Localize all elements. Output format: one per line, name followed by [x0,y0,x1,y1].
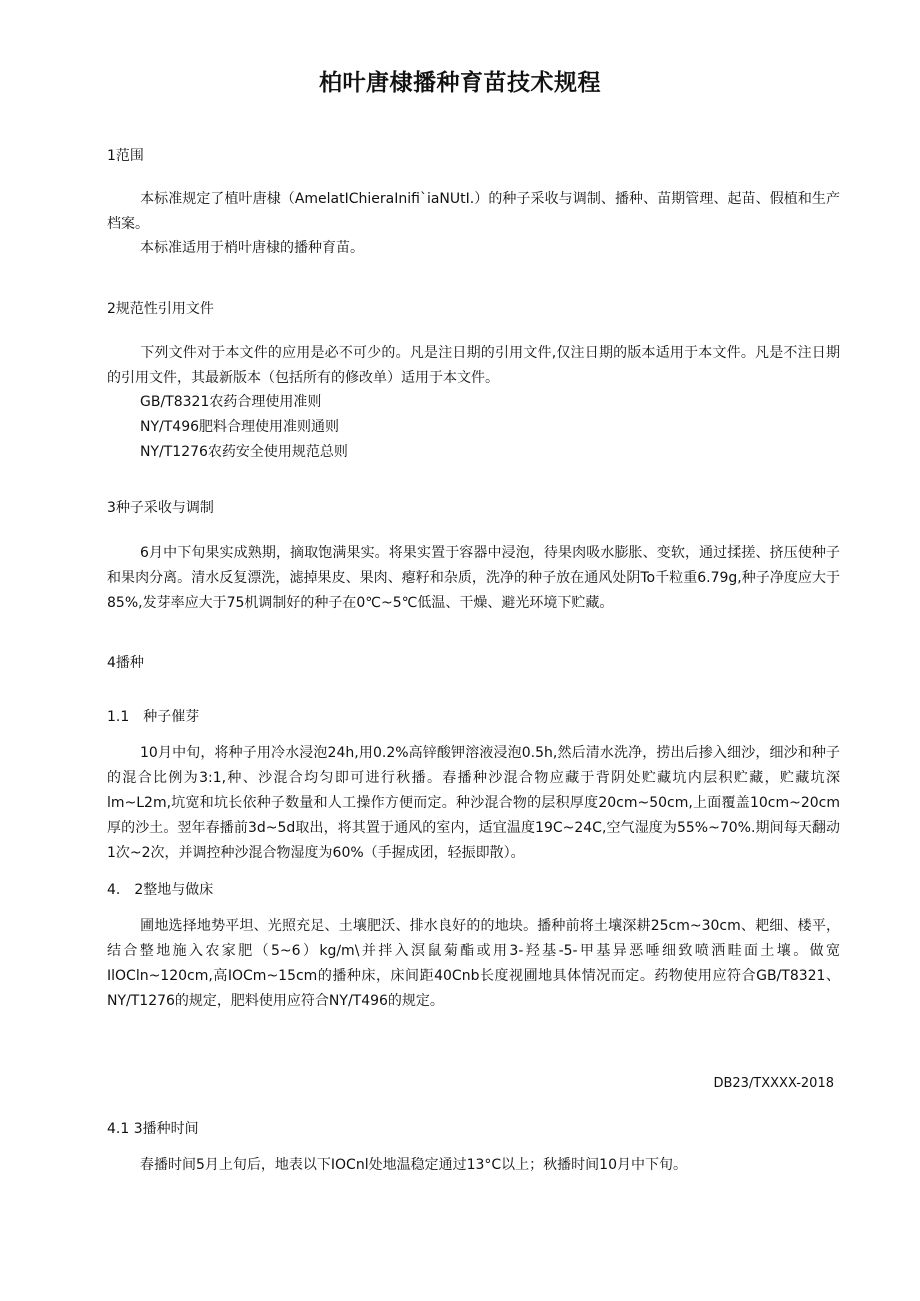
section-3-heading: 3种子采收与调制 [107,500,214,516]
section-1-paragraph-1-text: 本标准规定了植叶唐棣（AmelatIChieraInifi`iaNUtI.）的种子采收与调制、播种、苗期管理、起苗、假植和生产档案。 [107,191,840,232]
section-1-paragraph-2-text: 本标准适用于梢叶唐棣的播种育苗。 [140,240,364,256]
section-4-1-paragraph-text: 10月中旬，将种子用冷水浸泡24h,用0.2%高锌酸钾溶液浸泡0.5h,然后清水洗净，捞出后掺入细沙，细沙和种子的混合比例为3:1,种、沙混合均匀即可进行秋播。春播种沙混合物应藏于背阴处贮藏坑内层积贮藏，贮藏坑深lm~L2m,坑宽和坑长依种子数量和人工操作方便而定。种沙混合物的层积厚度20cm~50cm,上面覆盖10cm~20cm厚的沙土。翌年春播前3d~5d取出，将其置于通风的室内，适宜温度19C~24C,空气湿度为55%~70%.期间每天翻动1次~2次，并调控种沙混合物湿度为60%（手握成团，轻振即散）。 [107,745,840,861]
section-4-3-heading: 4.1 3播种时间 [107,1121,199,1137]
reference-item: NY/T496肥料合理使用准则通则 [140,419,340,435]
section-4-3-paragraph-text: 春播时间5月上旬后，地表以下IOCnl处地温稳定通过13°C以上；秋播时间10月中下旬。 [140,1157,687,1173]
section-3-paragraph-1-text: 6月中下旬果实成熟期，摘取饱满果实。将果实置于容器中浸泡，待果肉吸水膨胀、变软，通过揉搓、挤压使种子和果肉分离。清水反复漂洗，滤掉果皮、果肉、瘪籽和杂质，洗净的种子放在通风处阴To千粒重6.79g,种子净度应大于85%,发芽率应大于75机调制好的种子在0℃~5℃低温、干燥、避光环境下贮藏。 [107,545,840,611]
section-2-paragraph-1 [107,341,840,391]
section-1-heading: 1范围 [107,148,144,164]
section-4-2-heading: 4. 2整地与做床 [107,882,214,898]
section-1-paragraph-2 [107,236,840,261]
section-3-paragraph-1 [107,541,840,616]
section-4-3-paragraph [107,1153,840,1178]
section-4-2-paragraph-text: 圃地选择地势平坦、光照充足、土壤肥沃、排水良好的的地块。播种前将土壤深耕25cm~30cm、耙细、楼平，结合整地施入农家肥（5~6）kg∕m\并拌入溟鼠菊酯或用3-羟基-5-甲基异恶唾细致喷洒畦面土壤。做宽IlOCln~120cm,高IOCm~15cm的播种床，床间距40Cnb长度视圃地具体情况而定。药物使用应符合GB/T8321、NY/T1276的规定，肥料使用应符合NY/T496的规定。 [107,918,840,1009]
reference-item: NY/T1276农药安全使用规范总则 [140,444,348,460]
reference-item: GB/T8321农药合理使用准则 [140,394,322,410]
section-2-paragraph-1-text: 下列文件对于本文件的应用是必不可少的。凡是注日期的引用文件,仅注日期的版本适用于本文件。凡是不注日期的引用文件，其最新版本（包括所有的修改单）适用于本文件。 [107,345,840,386]
section-4-heading: 4播种 [107,655,144,671]
section-4-1-paragraph [107,741,840,866]
section-1-paragraph-1 [107,187,840,237]
document-title: 柏叶唐棣播种育苗技术规程 [319,70,601,96]
reference-list [140,390,348,465]
section-4-1-heading: 1.1 种子催芽 [107,709,200,725]
document-code: DB23∕TXXXX-2018 [713,1076,834,1091]
section-4-2-paragraph [107,914,840,1014]
section-2-heading: 2规范性引用文件 [107,301,214,317]
